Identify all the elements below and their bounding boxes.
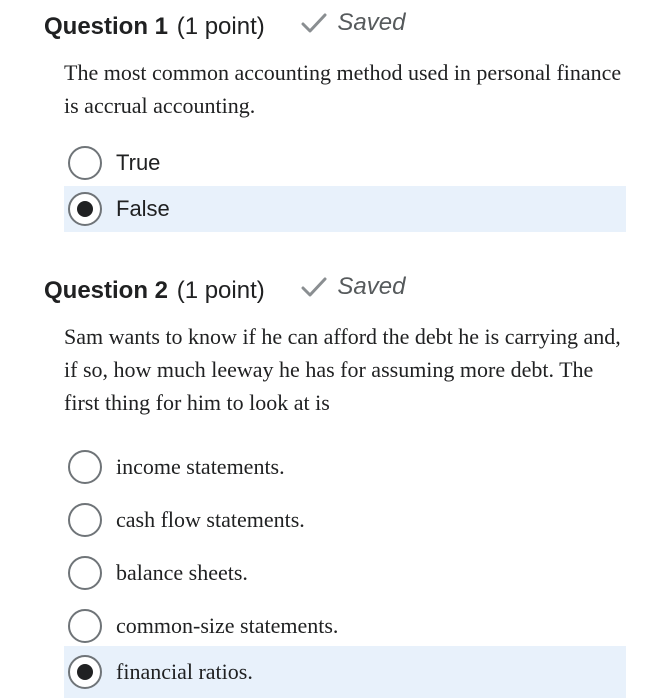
radio-button[interactable] bbox=[68, 503, 102, 537]
option-label: False bbox=[116, 196, 170, 221]
question-points: (1 point) bbox=[176, 277, 265, 304]
question-1-text: The most common accounting method used in personal finance is accrual accounting. bbox=[64, 60, 622, 118]
question-title: Question 1 bbox=[44, 13, 169, 40]
radio-button-checked[interactable] bbox=[68, 655, 102, 689]
check-icon bbox=[301, 276, 327, 298]
question-1-header bbox=[44, 8, 405, 42]
question-title: Question 2 bbox=[44, 277, 169, 304]
saved-label: Saved bbox=[337, 273, 406, 300]
radio-button[interactable] bbox=[68, 450, 102, 484]
question-2-header bbox=[44, 272, 405, 306]
saved-status bbox=[301, 8, 405, 38]
option-balance-sheets[interactable] bbox=[64, 550, 626, 596]
radio-button[interactable] bbox=[68, 146, 102, 180]
check-icon bbox=[301, 12, 327, 34]
option-income-statements[interactable] bbox=[64, 444, 626, 490]
option-financial-ratios[interactable] bbox=[64, 646, 626, 698]
radio-button[interactable] bbox=[68, 556, 102, 590]
saved-label: Saved bbox=[337, 9, 406, 36]
saved-status bbox=[301, 272, 405, 302]
option-cash-flow-statements[interactable] bbox=[64, 497, 626, 543]
option-label: financial ratios. bbox=[116, 659, 253, 684]
question-points: (1 point) bbox=[176, 13, 265, 40]
radio-button[interactable] bbox=[68, 609, 102, 643]
option-common-size-statements[interactable] bbox=[64, 603, 626, 649]
option-label: common-size statements. bbox=[116, 613, 339, 638]
question-2-text: Sam wants to know if he can afford the debt he is carrying and, if so, how much leeway he has for assuming more debt. The first thing for him to look at is bbox=[64, 324, 621, 415]
option-true[interactable] bbox=[64, 140, 626, 186]
option-label: income statements. bbox=[116, 454, 285, 479]
option-label: balance sheets. bbox=[116, 560, 248, 585]
option-label: cash flow statements. bbox=[116, 507, 305, 532]
option-false[interactable] bbox=[64, 186, 626, 232]
radio-button-checked[interactable] bbox=[68, 192, 102, 226]
option-label: True bbox=[116, 150, 161, 175]
